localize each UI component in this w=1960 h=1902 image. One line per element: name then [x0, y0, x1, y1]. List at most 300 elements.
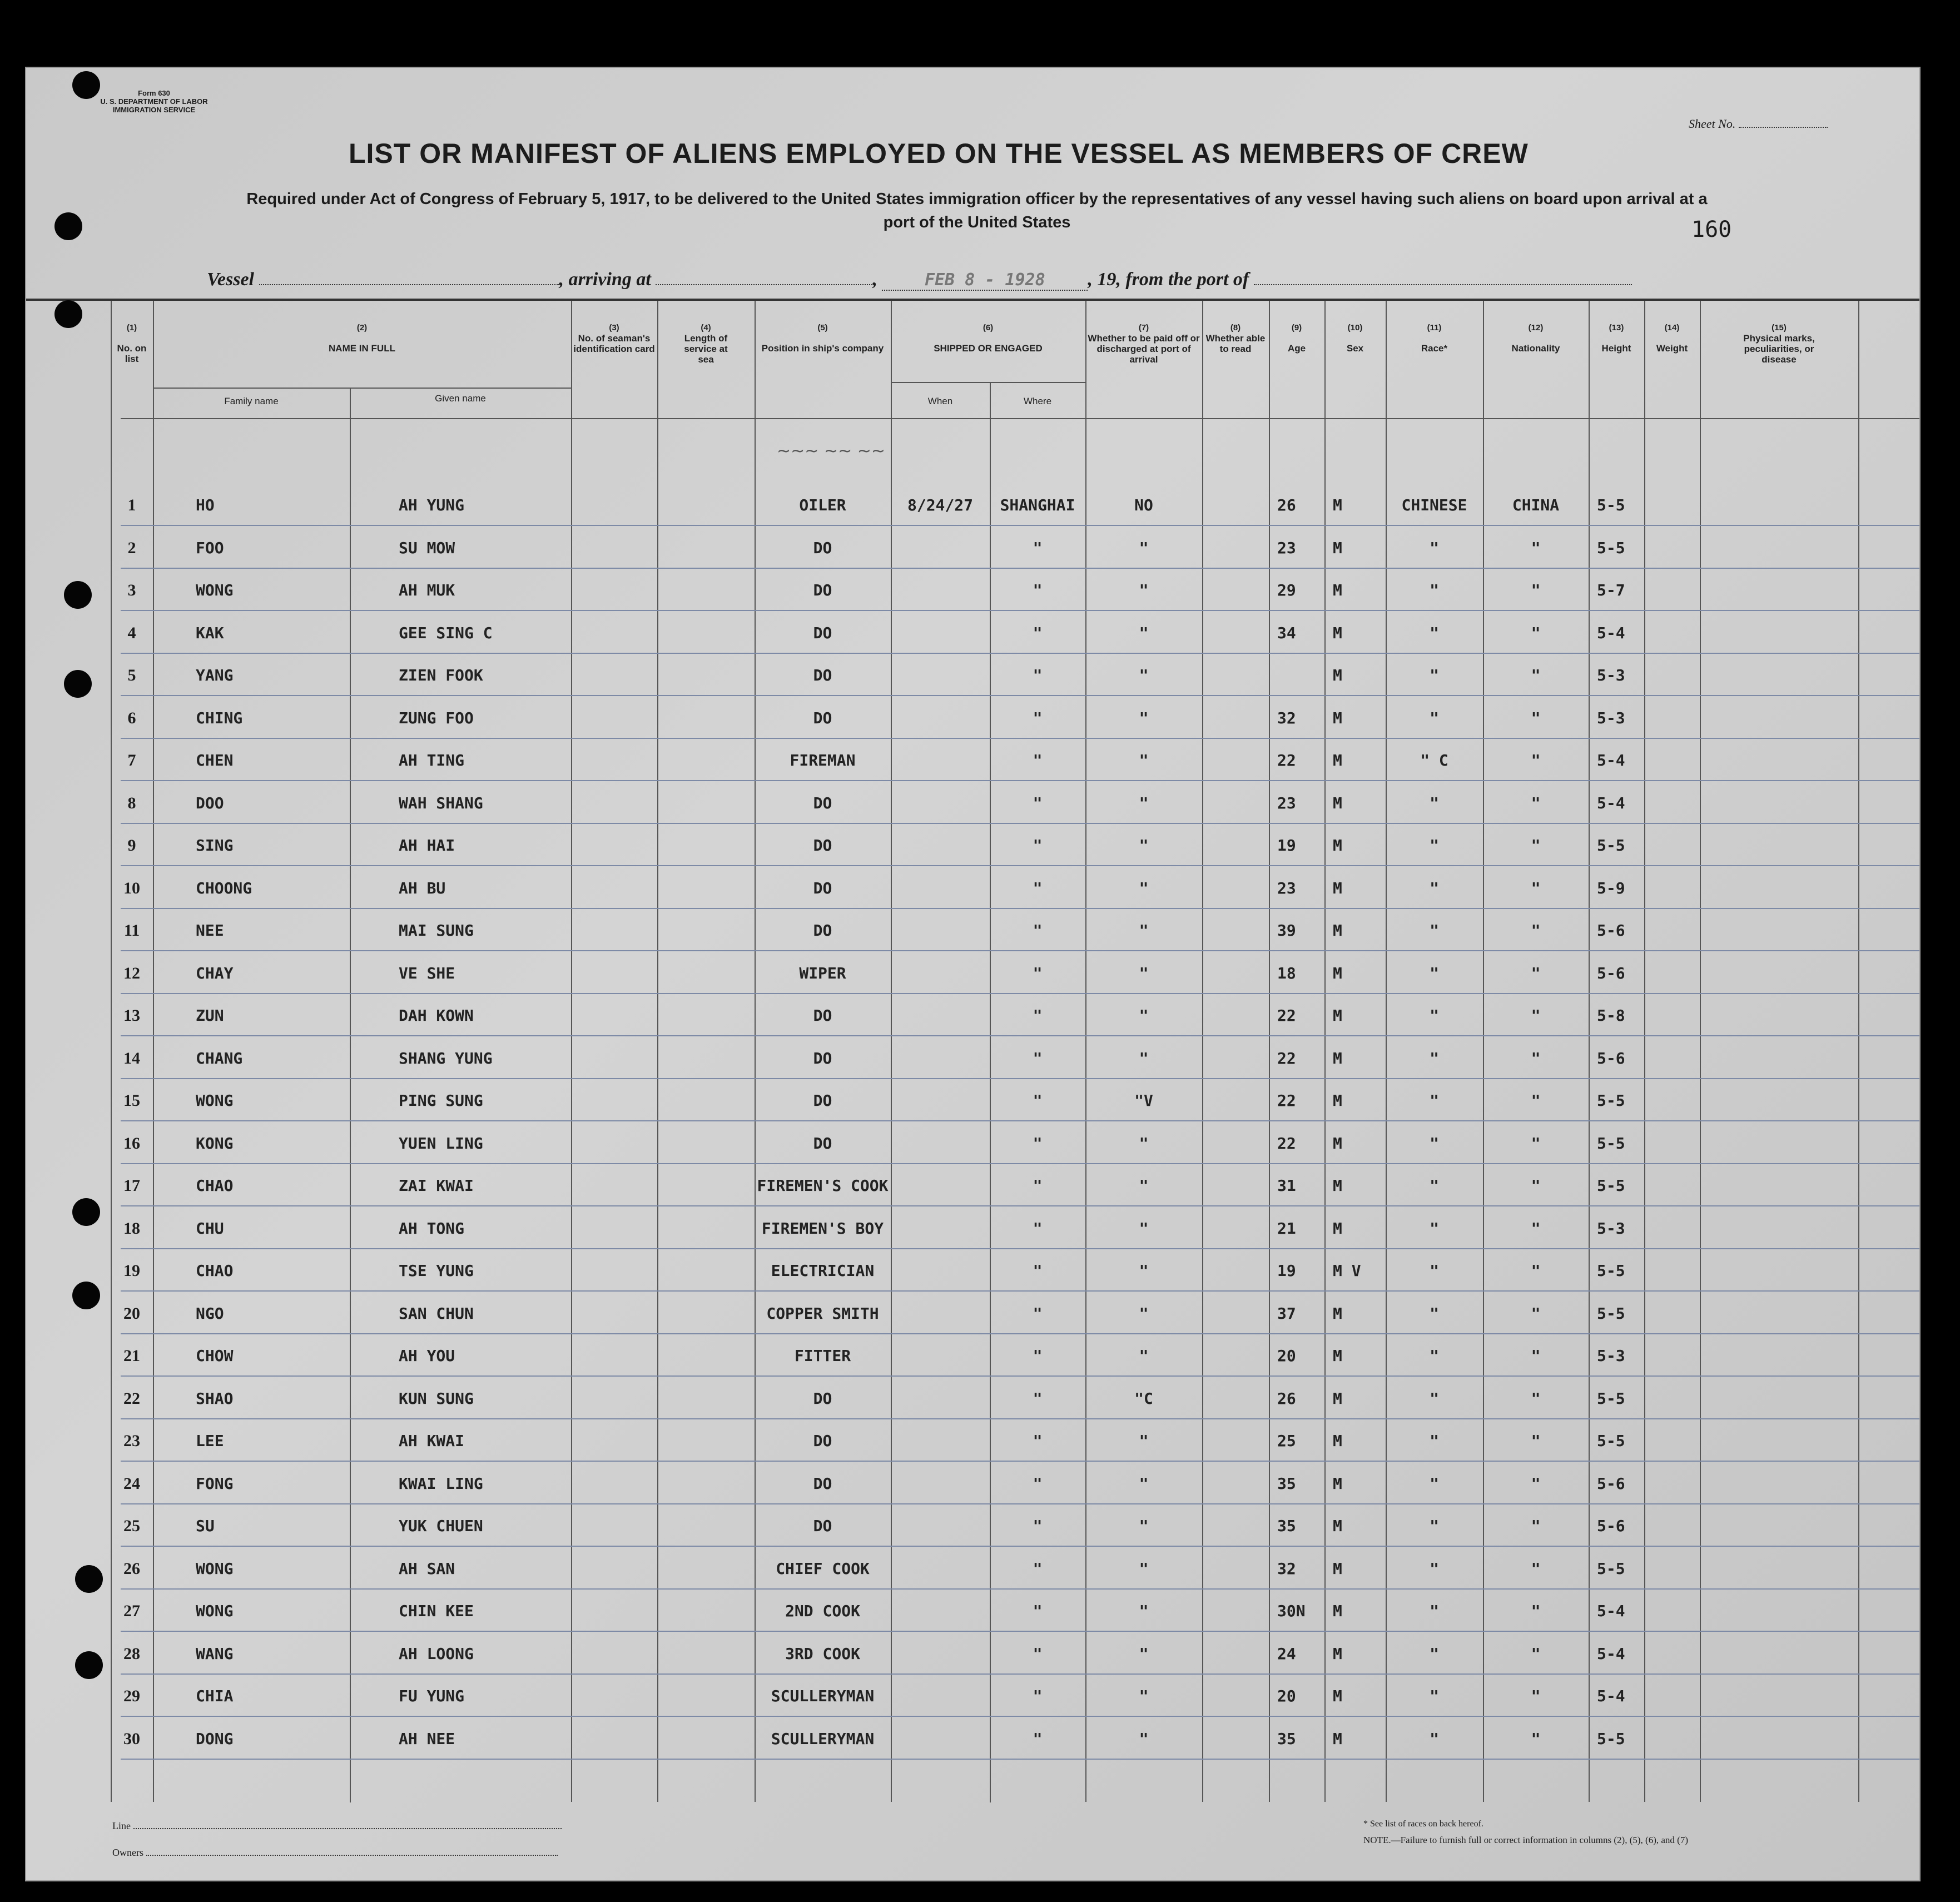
height: 5-5 [1597, 1559, 1625, 1578]
sex: M [1333, 1644, 1342, 1663]
position: DO [813, 708, 832, 727]
given-name: KWAI LING [399, 1474, 483, 1493]
col2-number: (2) [356, 323, 368, 332]
vessel-blank [259, 284, 559, 285]
sex: M [1333, 836, 1342, 855]
position: DO [813, 623, 832, 642]
race: " [1430, 1049, 1439, 1067]
row-number: 13 [123, 1006, 140, 1025]
nationality: " [1531, 1262, 1541, 1280]
row-rule [121, 1333, 1919, 1334]
race: " [1430, 1432, 1439, 1450]
row-rule [121, 738, 1919, 739]
height: 5-5 [1597, 1176, 1625, 1195]
row-number: 21 [123, 1347, 140, 1365]
paid-off: " [1139, 1219, 1149, 1238]
race: " [1430, 623, 1439, 642]
paid-off: " [1139, 666, 1149, 684]
row-rule [121, 950, 1919, 951]
row-rule [121, 865, 1919, 866]
row-number: 4 [127, 623, 136, 642]
race: " [1430, 1602, 1439, 1620]
row-rule [121, 1461, 1919, 1462]
nationality: " [1531, 666, 1541, 684]
sex: M [1333, 1474, 1342, 1493]
sex: M [1333, 878, 1342, 897]
position: DO [813, 581, 832, 599]
race: " [1430, 921, 1439, 940]
age: 22 [1277, 1006, 1296, 1025]
given-name: TSE YUNG [399, 1262, 474, 1280]
nationality: " [1531, 1644, 1541, 1663]
race: CHINESE [1401, 496, 1467, 514]
row-number: 26 [123, 1559, 140, 1578]
nationality: " [1531, 878, 1541, 897]
row-rule [121, 695, 1919, 696]
col7-label: Whether to be paid off or discharged at port of arrival [1088, 333, 1200, 365]
nationality: " [1531, 1389, 1541, 1408]
position: DO [813, 1517, 832, 1535]
height: 5-6 [1597, 1474, 1625, 1493]
shipped-where: " [1033, 1517, 1043, 1535]
given-name-header: Given name [435, 393, 486, 404]
col7-header [1085, 322, 1202, 365]
family-name: CHING [196, 708, 243, 727]
nationality: " [1531, 623, 1541, 642]
sex: M [1333, 793, 1342, 812]
age: 20 [1277, 1347, 1296, 1365]
race: " [1430, 1559, 1439, 1578]
col11-label: Race* [1421, 343, 1448, 354]
row-number: 22 [123, 1389, 140, 1408]
arriving-label: , arriving at [559, 269, 651, 290]
given-name: WAH SHANG [399, 793, 483, 812]
col12-number: (12) [1528, 323, 1544, 332]
sex: M [1333, 1304, 1342, 1323]
row-rule [121, 1205, 1919, 1206]
family-name: SING [196, 836, 234, 855]
col5-number: (5) [817, 323, 828, 332]
shipped-where: " [1033, 666, 1043, 684]
col5-header [755, 322, 891, 354]
given-name: ZUNG FOO [399, 708, 474, 727]
nationality: " [1531, 1006, 1541, 1025]
paid-off: " [1139, 1517, 1149, 1535]
paid-off: " [1139, 921, 1149, 940]
port-blank [1254, 284, 1632, 285]
from-port-label: , from the port of [1116, 269, 1249, 290]
row-number: 17 [123, 1176, 140, 1195]
shipped-where: " [1033, 793, 1043, 812]
col4-header [657, 322, 755, 365]
position: DO [813, 1006, 832, 1025]
races-note: * See list of races on back hereof. [1363, 1819, 1483, 1829]
height: 5-3 [1597, 1347, 1625, 1365]
row-number: 28 [123, 1644, 140, 1663]
sex: M [1333, 1134, 1342, 1153]
paid-off: " [1139, 1134, 1149, 1153]
col11-header [1386, 322, 1483, 354]
paid-off: " [1139, 708, 1149, 727]
punch-hole [54, 212, 82, 240]
paid-off: " [1139, 1176, 1149, 1195]
given-name: AH YUNG [399, 496, 465, 514]
col12-header [1483, 322, 1589, 354]
col-line [891, 301, 892, 1802]
given-name: YUK CHUEN [399, 1517, 483, 1535]
shipped-where: " [1033, 581, 1043, 599]
row-number: 16 [123, 1134, 140, 1153]
row-rule [121, 525, 1919, 526]
arriving-blank [656, 284, 872, 285]
position: DO [813, 836, 832, 855]
given-name: VE SHE [399, 964, 455, 982]
col1-label: No. on list [117, 343, 147, 364]
given-name: YUEN LING [399, 1134, 483, 1153]
age: 19 [1277, 1262, 1296, 1280]
height: 5-5 [1597, 1134, 1625, 1153]
sex: M [1333, 496, 1342, 514]
age: 21 [1277, 1219, 1296, 1238]
age: 39 [1277, 921, 1296, 940]
punch-hole [72, 71, 100, 99]
nationality: " [1531, 1432, 1541, 1450]
row-number: 2 [127, 538, 136, 557]
position: DO [813, 1049, 832, 1067]
manifest-sheet [25, 67, 1921, 1881]
col8-label: Whether able to read [1205, 333, 1266, 354]
age: 22 [1277, 1134, 1296, 1153]
race: " [1430, 1134, 1439, 1153]
col-line [657, 301, 658, 1802]
nationality: " [1531, 836, 1541, 855]
sheet-number-blank [1739, 127, 1828, 128]
row-rule [121, 1035, 1919, 1036]
given-name: SU MOW [399, 538, 455, 557]
position: FITTER [794, 1347, 851, 1365]
shipped-where: " [1033, 751, 1043, 769]
position: DO [813, 1134, 832, 1153]
subtitle [59, 187, 1894, 234]
row-rule [121, 653, 1919, 654]
col3-header [571, 322, 657, 354]
race: " [1430, 1644, 1439, 1663]
col15-label: Physical marks, peculiarities, or disease [1743, 333, 1815, 365]
race: " [1430, 666, 1439, 684]
nationality: " [1531, 751, 1541, 769]
form-header [98, 89, 210, 114]
paid-off: " [1139, 836, 1149, 855]
given-name: SHANG YUNG [399, 1049, 493, 1067]
given-name: DAH KOWN [399, 1006, 474, 1025]
position: SCULLERYMAN [771, 1687, 875, 1705]
age: 18 [1277, 964, 1296, 982]
col6-header [891, 322, 1085, 354]
nationality: " [1531, 921, 1541, 940]
nationality: " [1531, 1176, 1541, 1195]
col1-header [111, 322, 153, 364]
vessel-line: Vessel , arriving at , FEB 8 - 1928 , 19, from the port of [207, 269, 1632, 291]
nationality: " [1531, 581, 1541, 599]
paid-off: " [1139, 878, 1149, 897]
age: 22 [1277, 1091, 1296, 1110]
sex: M [1333, 1049, 1342, 1067]
age: 26 [1277, 496, 1296, 514]
race: " [1430, 538, 1439, 557]
height: 5-5 [1597, 538, 1625, 557]
col-line [1324, 301, 1326, 1802]
paid-off: " [1139, 581, 1149, 599]
paid-off: "C [1134, 1389, 1153, 1408]
row-number: 30 [123, 1729, 140, 1748]
sex: M [1333, 1389, 1342, 1408]
row-rule [121, 1248, 1919, 1249]
row-number: 14 [123, 1049, 140, 1067]
family-name: CHAY [196, 964, 234, 982]
shipped-subheader-line [891, 382, 1085, 383]
family-name: KONG [196, 1134, 234, 1153]
shipped-where: " [1033, 836, 1043, 855]
col13-number: (13) [1609, 323, 1624, 332]
shipped-where: " [1033, 1262, 1043, 1280]
sex: M [1333, 1091, 1342, 1110]
table-top-border [26, 299, 1919, 301]
race: " [1430, 964, 1439, 982]
family-name: DOO [196, 793, 224, 812]
family-name: YANG [196, 666, 234, 684]
height: 5-8 [1597, 1006, 1625, 1025]
family-name: KAK [196, 623, 224, 642]
paid-off: " [1139, 964, 1149, 982]
family-name: HO [196, 496, 215, 514]
col-line [1269, 301, 1270, 1802]
height: 5-4 [1597, 1687, 1625, 1705]
position: DO [813, 1091, 832, 1110]
race: " [1430, 1262, 1439, 1280]
race: " [1430, 1687, 1439, 1705]
col14-label: Weight [1656, 343, 1688, 354]
given-name: CHIN KEE [399, 1602, 474, 1620]
sex: M [1333, 1176, 1342, 1195]
race: " [1430, 1219, 1439, 1238]
given-name: GEE SING C [399, 623, 493, 642]
family-name: WONG [196, 1091, 234, 1110]
row-rule [121, 823, 1919, 824]
height: 5-5 [1597, 496, 1625, 514]
col10-label: Sex [1346, 343, 1364, 354]
subtitle-line-1: Required under Act of Congress of February 5, 1917, to be delivered to the United States immigration officer by the representatives of any vessel having such aliens on board upon arrival at a [246, 190, 1708, 208]
row-number: 25 [123, 1517, 140, 1535]
given-name: PING SUNG [399, 1091, 483, 1110]
nationality: " [1531, 1134, 1541, 1153]
nationality: " [1531, 1602, 1541, 1620]
height: 5-4 [1597, 623, 1625, 642]
shipped-where: " [1033, 1006, 1043, 1025]
nationality: " [1531, 1729, 1541, 1748]
family-name: CHAO [196, 1176, 234, 1195]
punch-hole [72, 1198, 100, 1226]
col-line [1644, 301, 1645, 1802]
nationality: " [1531, 1049, 1541, 1067]
paid-off: " [1139, 1347, 1149, 1365]
position: COPPER SMITH [766, 1304, 879, 1323]
family-name: FONG [196, 1474, 234, 1493]
family-name: SU [196, 1517, 215, 1535]
family-name: CHANG [196, 1049, 243, 1067]
height: 5-4 [1597, 751, 1625, 769]
position: ELECTRICIAN [771, 1262, 875, 1280]
sex: M [1333, 1517, 1342, 1535]
handwritten-annotation: ~~~ ~~ ~~ [777, 441, 886, 461]
row-rule [121, 1418, 1919, 1419]
page-title: LIST OR MANIFEST OF ALIENS EMPLOYED ON THE VESSEL AS MEMBERS OF CREW [349, 138, 1529, 169]
race: " [1430, 836, 1439, 855]
height: 5-5 [1597, 836, 1625, 855]
punch-hole [64, 581, 92, 609]
position: FIREMAN [790, 751, 856, 769]
row-rule [121, 1163, 1919, 1164]
shipped-where: " [1033, 878, 1043, 897]
height: 5-9 [1597, 878, 1625, 897]
sex: M [1333, 751, 1342, 769]
col8-header [1202, 322, 1269, 354]
year-label: , 19 [1088, 269, 1117, 290]
form-number: Form 630 [138, 89, 170, 97]
position: DO [813, 666, 832, 684]
row-number: 5 [127, 666, 136, 684]
race: " [1430, 1729, 1439, 1748]
height: 5-4 [1597, 1602, 1625, 1620]
given-name: AH LOONG [399, 1644, 474, 1663]
race: " [1430, 1176, 1439, 1195]
col6-label: SHIPPED OR ENGAGED [934, 343, 1043, 354]
row-number: 24 [123, 1474, 140, 1493]
shipped-where: " [1033, 964, 1043, 982]
race: " [1430, 581, 1439, 599]
nationality: " [1531, 964, 1541, 982]
nationality: " [1531, 1347, 1541, 1365]
family-name: SHAO [196, 1389, 234, 1408]
row-number: 3 [127, 581, 136, 599]
family-name: CHOONG [196, 878, 252, 897]
col9-header [1269, 322, 1324, 354]
height: 5-5 [1597, 1432, 1625, 1450]
position: DO [813, 1432, 832, 1450]
shipped-where: " [1033, 1559, 1043, 1578]
race: " [1430, 1006, 1439, 1025]
paid-off: " [1139, 1049, 1149, 1067]
position: DO [813, 1474, 832, 1493]
family-name: WONG [196, 1559, 234, 1578]
col4-label: Length of service at sea [684, 333, 728, 365]
height: 5-5 [1597, 1091, 1625, 1110]
shipped-when: 8/24/27 [907, 496, 973, 514]
shipped-where: " [1033, 1389, 1043, 1408]
col-line [1858, 301, 1859, 1802]
sex: M [1333, 1687, 1342, 1705]
height: 5-4 [1597, 1644, 1625, 1663]
given-name: KUN SUNG [399, 1389, 474, 1408]
sex: M [1333, 623, 1342, 642]
height: 5-3 [1597, 666, 1625, 684]
col9-label: Age [1287, 343, 1306, 354]
row-number: 20 [123, 1304, 140, 1323]
punch-hole [75, 1565, 103, 1593]
race: " [1430, 1517, 1439, 1535]
race: " [1430, 1304, 1439, 1323]
col9-number: (9) [1291, 323, 1302, 332]
owners-label: Owners [112, 1847, 143, 1858]
paid-off: " [1139, 538, 1149, 557]
row-rule [121, 568, 1919, 569]
height: 5-5 [1597, 1389, 1625, 1408]
col13-header [1589, 322, 1644, 354]
shipped-where: " [1033, 623, 1043, 642]
owners-field [112, 1847, 558, 1859]
age: 35 [1277, 1517, 1296, 1535]
position: OILER [799, 496, 846, 514]
row-rule [121, 610, 1919, 611]
age: 25 [1277, 1432, 1296, 1450]
family-name: CHAO [196, 1262, 234, 1280]
age: 35 [1277, 1474, 1296, 1493]
nationality: " [1531, 708, 1541, 727]
family-name-header: Family name [224, 396, 279, 406]
position: 2ND COOK [785, 1602, 860, 1620]
col10-header [1324, 322, 1386, 354]
vessel-label: Vessel [207, 269, 254, 290]
row-number: 19 [123, 1262, 140, 1280]
shipped-where: " [1033, 1347, 1043, 1365]
sex: M [1333, 1432, 1342, 1450]
owners-blank [146, 1855, 558, 1856]
col14-header [1644, 322, 1700, 354]
age: 35 [1277, 1729, 1296, 1748]
paid-off: " [1139, 1602, 1149, 1620]
family-name: NGO [196, 1304, 224, 1323]
shipped-where: " [1033, 1474, 1043, 1493]
nationality: " [1531, 1559, 1541, 1578]
col13-label: Height [1601, 343, 1631, 354]
row-rule [121, 1546, 1919, 1547]
row-rule [121, 1290, 1919, 1292]
shipped-where: " [1033, 921, 1043, 940]
age: 19 [1277, 836, 1296, 855]
nationality: " [1531, 793, 1541, 812]
paid-off: " [1139, 1006, 1149, 1025]
given-name: AH KWAI [399, 1432, 465, 1450]
height: 5-6 [1597, 921, 1625, 940]
sex: M [1333, 1347, 1342, 1365]
age: 23 [1277, 793, 1296, 812]
row-rule [121, 1631, 1919, 1632]
shipped-where: " [1033, 708, 1043, 727]
given-name: ZIEN FOOK [399, 666, 483, 684]
row-number: 27 [123, 1602, 140, 1620]
sex: M V [1333, 1262, 1361, 1280]
row-number: 11 [123, 921, 140, 940]
given-name: AH TONG [399, 1219, 465, 1238]
footer-note: NOTE.—Failure to furnish full or correct information in columns (2), (5), (6), and (7) [1363, 1835, 1688, 1845]
given-name: ZAI KWAI [399, 1176, 474, 1195]
col-line [1700, 301, 1701, 1802]
sex: M [1333, 1729, 1342, 1748]
header-bottom-line [121, 418, 1919, 419]
paid-off: " [1139, 1474, 1149, 1493]
position: 3RD COOK [785, 1644, 860, 1663]
given-name: SAN CHUN [399, 1304, 474, 1323]
col8-number: (8) [1230, 323, 1241, 332]
